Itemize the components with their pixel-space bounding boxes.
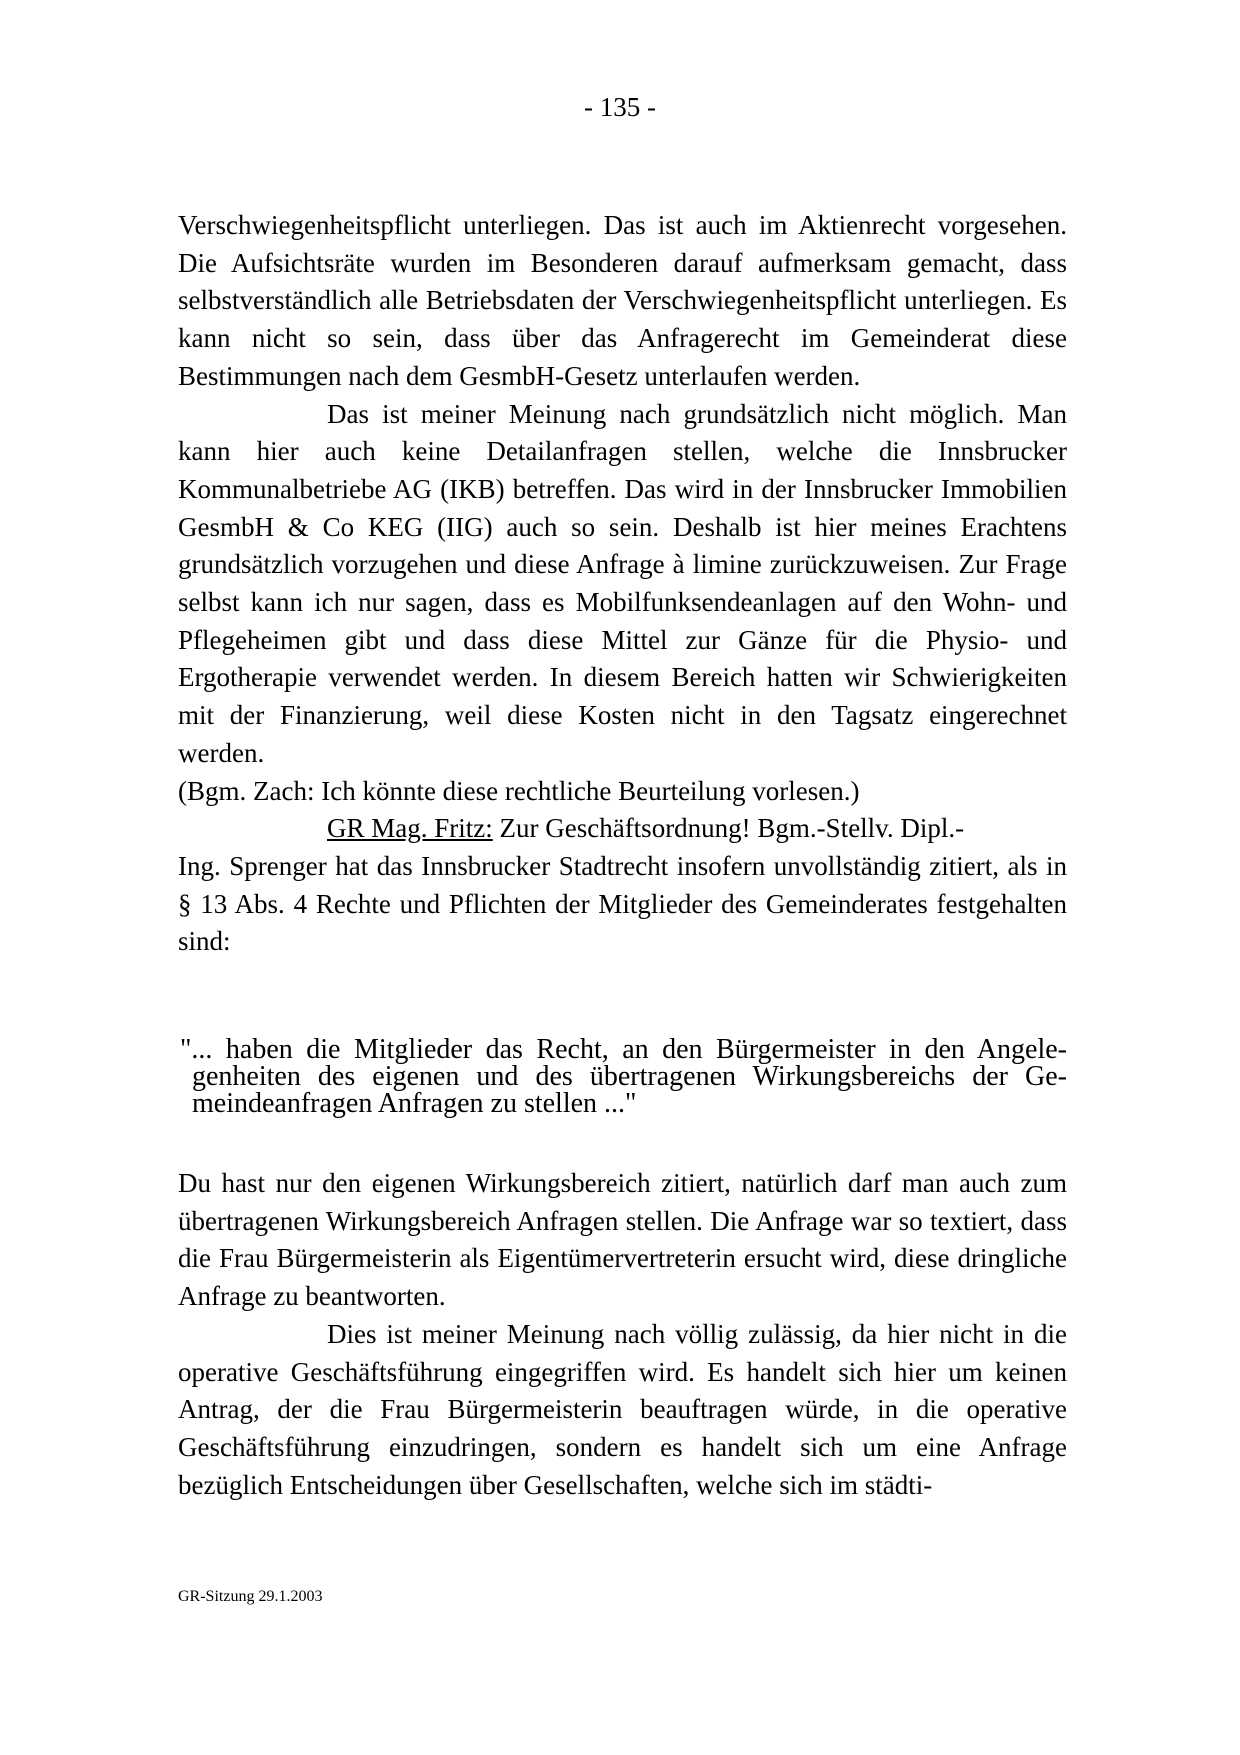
- text-block-top: [178, 207, 1067, 961]
- paragraph: Das ist meiner Meinung nach grundsätzlich nicht möglich. Man kann hier auch keine Detailanfragen stellen, welche die Innsbrucker Kommunalbetriebe AG (IKB) betreffen. Das wird in der Innsbrucker Immobilien GesmbH & Co KEG (IIG) auch so sein. Deshalb ist hier meines Erachtens grundsätzlich vorzugehen und diese Anfrage à limine zurückzuweisen. Zur Frage selbst kann ich nur sagen, dass es Mobilfunksendeanlagen auf den Wohn- und Pflegeheimen gibt und dass diese Mittel zur Gänze für die Physio- und Ergotherapie verwendet werden. In diesem Bereich hatten wir Schwierigkeiten mit der Finanzierung, weil diese Kosten nicht in den Tagsatz eingerechnet werden.: [178, 398, 1067, 768]
- footer: GR-Sitzung 29.1.2003: [178, 1588, 323, 1605]
- speaker-paragraph: [178, 810, 1067, 848]
- quoted-statute: [178, 1036, 1067, 1117]
- speaker-text: Zur Geschäftsordnung! Bgm.-Stellv. Dipl.-: [492, 813, 965, 844]
- interjection: (Bgm. Zach: Ich könnte diese rechtliche Beurteilung vorlesen.): [178, 775, 860, 806]
- page-number: - 135 -: [584, 92, 656, 122]
- speaker-name: GR Mag. Fritz:: [327, 813, 493, 844]
- quote-text: "... haben die Mitglieder das Recht, an den Bürgermeister in den Angelegenheiten des eigenen und des übertragenen Wirkungsbereichs der Gemeindeanfragen Anfragen zu stellen ...": [180, 1034, 1067, 1119]
- paragraph: Dies ist meiner Meinung nach völlig zulässig, da hier nicht in die operative Geschäftsführung eingegriffen wird. Es handelt sich hier um keinen Antrag, der die Frau Bürgermeisterin beauftragen würde, in die operative Geschäftsführung einzudringen, sondern es handelt sich um eine Anfrage bezüglich Entscheidungen über Gesellschaften, welche sich im städti-: [178, 1318, 1067, 1500]
- paragraph: Verschwiegenheitspflicht unterliegen. Das ist auch im Aktienrecht vorgesehen. Die Aufsichtsräte wurden im Besonderen darauf aufmerksam gemacht, dass selbstverständlich alle Betriebsdaten der Verschwiegenheitspflicht unterliegen. Es kann nicht so sein, dass über das Anfragerecht im Gemeinderat diese Bestimmungen nach dem GesmbH-Gesetz unterlaufen werden.: [178, 210, 1067, 391]
- speaker-continuation: Ing. Sprenger hat das Innsbrucker Stadtrecht insofern unvollständig zitiert, als in § 13 Abs. 4 Rechte und Pflichten der Mitglieder des Gemeinderates festgehalten sind:: [178, 850, 1067, 957]
- paragraph: Du hast nur den eigenen Wirkungsbereich zitiert, natürlich darf man auch zum übertragenen Wirkungsbereich Anfragen stellen. Die Anfrage war so textiert, dass die Frau Bürgermeisterin als Eigentümervertreterin ersucht wird, diese dringliche Anfrage zu beantworten.: [178, 1168, 1067, 1312]
- text-block-bottom: [178, 1165, 1067, 1504]
